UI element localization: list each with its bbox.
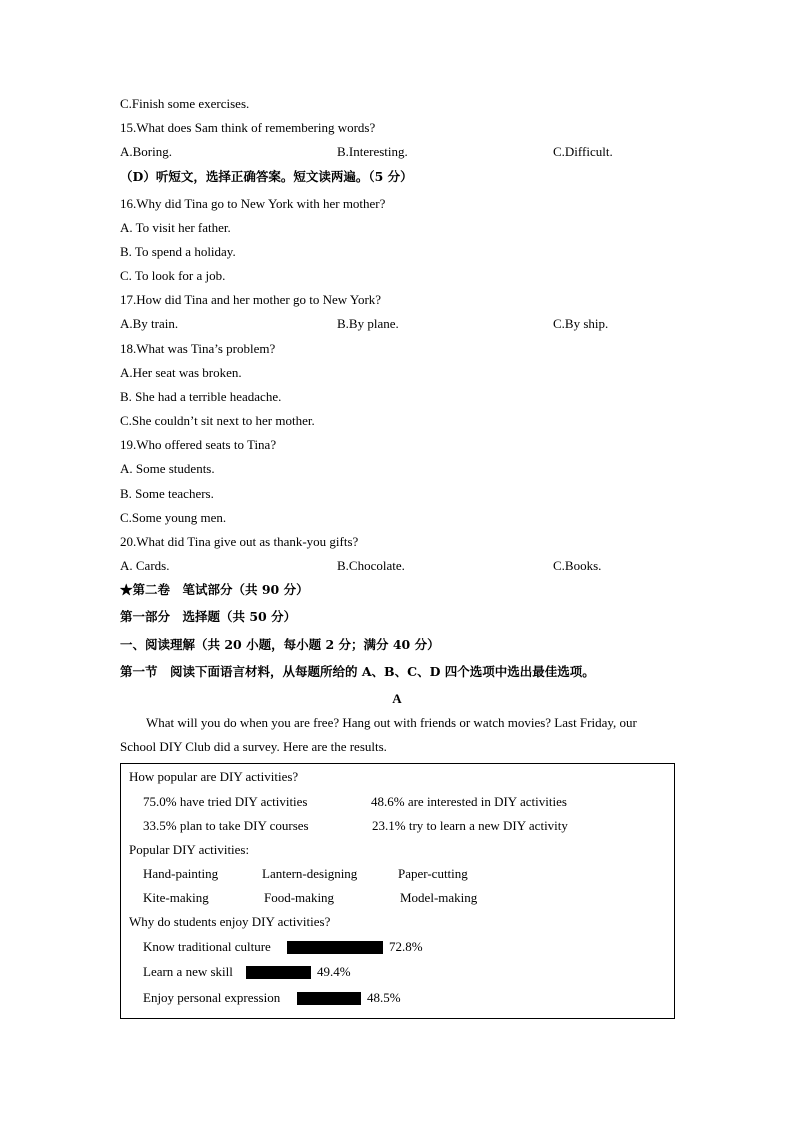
survey-heading-popularity: How popular are DIY activities? [129, 769, 299, 784]
q18-option-c: C.She couldn’t sit next to her mother. [120, 413, 315, 428]
section-d-heading: （D）听短文，选择正确答案。短文读两遍。（5 分） [120, 169, 413, 184]
reason-label: Enjoy personal expression [143, 990, 281, 1005]
activity-item: Lantern-designing [262, 866, 358, 881]
reason-label: Know traditional culture [143, 939, 271, 954]
reason-value: 72.8% [389, 939, 423, 954]
q15-question: 15.What does Sam think of remembering words? [120, 120, 376, 135]
q17-option-b: B.By plane. [337, 316, 399, 331]
q15-option-c: C.Difficult. [553, 144, 613, 159]
intro-line-1: What will you do when you are free? Hang out with friends or watch movies? Last Friday, our [146, 715, 637, 730]
q16-option-a: A. To visit her father. [120, 220, 231, 235]
survey-heading-reasons: Why do students enjoy DIY activities? [129, 914, 331, 929]
q16-option-c: C. To look for a job. [120, 268, 226, 283]
reason-value: 48.5% [367, 990, 401, 1005]
intro-line-2: School DIY Club did a survey. Here are the results. [120, 739, 387, 754]
q20-option-c: C.Books. [553, 558, 602, 573]
q15-option-a: A.Boring. [120, 144, 172, 159]
q20-option-a: A. Cards. [120, 558, 170, 573]
reason-bar [287, 941, 383, 954]
survey-heading-activities: Popular DIY activities: [129, 842, 250, 857]
q18-option-b: B. She had a terrible headache. [120, 389, 282, 404]
q17-option-a: A.By train. [120, 316, 179, 331]
reason-value: 49.4% [317, 964, 351, 979]
q14-option-c: C.Finish some exercises. [120, 96, 250, 111]
survey-stat: 75.0% have tried DIY activities [143, 794, 308, 809]
reason-bar [297, 992, 361, 1005]
q15-option-b: B.Interesting. [337, 144, 408, 159]
survey-stat: 33.5% plan to take DIY courses [143, 818, 309, 833]
section-one-instructions: 第一节 阅读下面语言材料，从每题所给的 A、B、C、D 四个选项中选出最佳选项。 [120, 664, 595, 679]
volume-title: ★第二卷 笔试部分（共 90 分） [120, 582, 309, 597]
q20-question: 20.What did Tina give out as thank-you gifts? [120, 534, 359, 549]
reason-bar [246, 966, 311, 979]
activity-item: Model-making [400, 890, 478, 905]
q20-option-b: B.Chocolate. [337, 558, 405, 573]
q17-question: 17.How did Tina and her mother go to New York? [120, 292, 382, 307]
activity-item: Hand-painting [143, 866, 219, 881]
survey-stat: 23.1% try to learn a new DIY activity [372, 818, 568, 833]
survey-stat: 48.6% are interested in DIY activities [371, 794, 567, 809]
q17-option-c: C.By ship. [553, 316, 609, 331]
activity-item: Paper-cutting [398, 866, 468, 881]
activity-item: Food-making [264, 890, 335, 905]
q19-option-b: B. Some teachers. [120, 486, 214, 501]
part-one-heading: 第一部分 选择题（共 50 分） [120, 609, 297, 624]
q16-option-b: B. To spend a holiday. [120, 244, 236, 259]
q19-question: 19.Who offered seats to Tina? [120, 437, 277, 452]
q19-option-a: A. Some students. [120, 461, 215, 476]
q19-option-c: C.Some young men. [120, 510, 227, 525]
passage-letter: A [392, 691, 402, 706]
reason-label: Learn a new skill [143, 964, 233, 979]
q18-option-a: A.Her seat was broken. [120, 365, 242, 380]
reading-heading: 一、阅读理解（共 20 小题，每小题 2 分；满分 40 分） [120, 637, 440, 652]
q16-question: 16.Why did Tina go to New York with her mother? [120, 196, 386, 211]
q18-question: 18.What was Tina’s problem? [120, 341, 276, 356]
activity-item: Kite-making [143, 890, 209, 905]
